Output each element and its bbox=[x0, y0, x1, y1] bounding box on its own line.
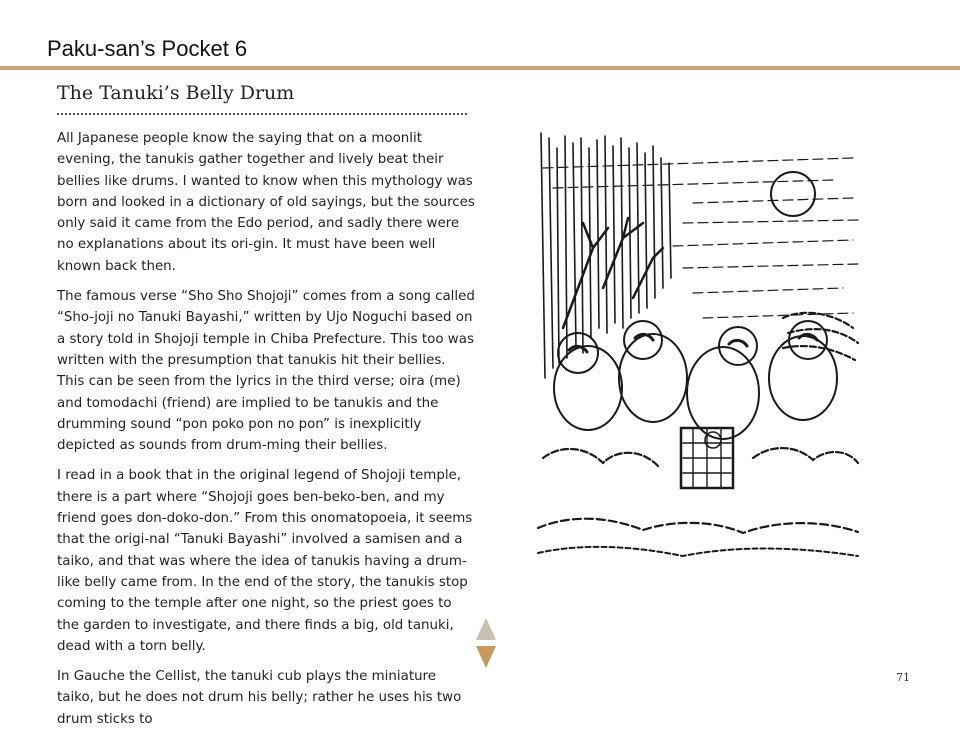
page-title: Paku-san’s Pocket 6 bbox=[47, 36, 248, 61]
article-title: The Tanuki’s Belly Drum bbox=[57, 82, 295, 104]
article-paragraph: All Japanese people know the saying that on a moonlit evening, the tanukis gather together and lively beat their bellies like drums. I wanted to know when this mythology was born and looked in a dictionary of old sayings, but the sources only said it came from the Edo period, and sadly there were no explanations about its ori-gin. It must have been well known back then. bbox=[57, 131, 475, 274]
header-divider bbox=[0, 66, 960, 70]
article-paragraph: I read in a book that in the original legend of Shojoji temple, there is a part where “Shojoji goes ben-beko-ben, and my friend goes don-doko-don.” From this onomatopoeia, it seems that the origi-nal “Tanuki Bayashi” involved a samisen and a taiko, and that was where the idea of tanukis having a drum-like belly came from. In the end of the story, the tanukis stop coming to the temple after one night, so the priest goes to the garden to investigate, and there finds a big, old tanuki, dead with a torn belly. bbox=[57, 468, 473, 654]
title-dotted-divider bbox=[57, 113, 467, 115]
triangle-down-icon[interactable] bbox=[476, 646, 496, 668]
article-paragraph: The famous verse “Sho Sho Shojoji” comes from a song called “Sho-joji no Tanuki Bayashi,” written by Ujo Noguchi based on a story told in Shojoji temple in Chiba Prefecture. This too was written with the presumption that tanukis hit their bellies. This can be seen from the lyrics in the third verse; oira (me) and tomodachi (friend) are implied to be tanukis and the drumming sound “pon poko pon no pon” is inexplicitly depicted as sounds from drum-ming their bellies. bbox=[57, 289, 475, 454]
page-number: 71 bbox=[896, 671, 910, 684]
triangle-up-icon[interactable] bbox=[476, 618, 496, 640]
tanuki-illustration bbox=[533, 128, 863, 568]
article-body bbox=[57, 128, 477, 727]
page-scroll-controls bbox=[476, 618, 496, 670]
article-paragraph: In Gauche the Cellist, the tanuki cub plays the miniature taiko, but he does not drum his belly; rather he uses his two drum sticks to bbox=[57, 669, 462, 727]
